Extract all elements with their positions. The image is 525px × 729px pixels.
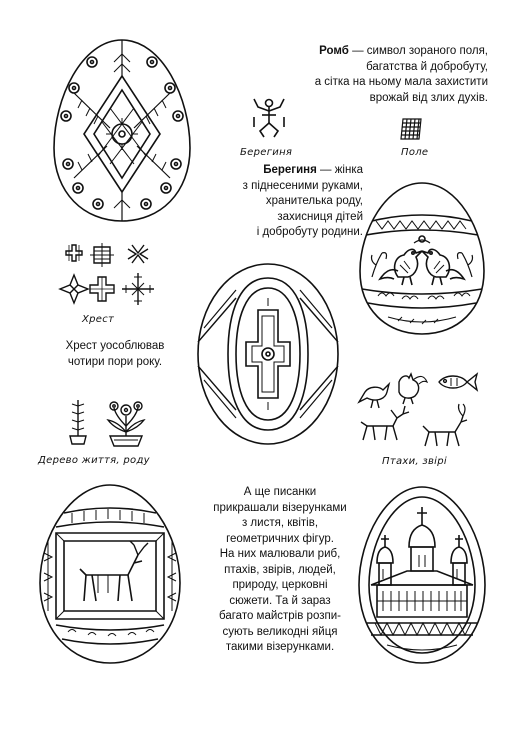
romb-title: Ромб — [319, 45, 349, 57]
cross-egg-illustration — [196, 262, 340, 447]
birds-egg-illustration — [358, 181, 486, 336]
berehynia-text-line: хранителька роду, — [265, 195, 363, 207]
derevo-caption: Дерево життя, роду — [38, 455, 150, 466]
paragraph-line: з листя, квітів, — [241, 517, 319, 529]
berehynia-text-line: захисниця дітей — [277, 210, 363, 223]
church-egg-illustration — [357, 485, 487, 665]
khrest-caption: Хрест — [82, 314, 115, 325]
paragraph-line: А ще писанки — [243, 486, 317, 498]
berehynia-title: Берегиня — [263, 164, 317, 176]
paragraph-line: природу, церковні — [232, 579, 328, 591]
paragraph-line: птахів, звірів, людей, — [224, 563, 336, 576]
pole-caption: Поле — [401, 147, 429, 158]
khrest-text — [40, 339, 190, 370]
paragraph-line: геометричних фігур. — [226, 532, 334, 545]
birds-animals-symbols — [357, 370, 481, 452]
pole-grid-symbol — [399, 117, 423, 141]
cross-symbols — [58, 243, 158, 313]
berehynia-text-line: і добробуту родини. — [256, 226, 363, 238]
rhombus-egg-illustration — [52, 38, 192, 223]
paragraph-line: прикрашали візерунками — [213, 501, 347, 514]
romb-text-line: врожай від злих духів. — [369, 91, 488, 104]
romb-text-line: багатства й добробуту, — [366, 60, 488, 73]
paragraph-line: сюжети. Та й зараз — [229, 594, 331, 607]
paragraph-line: сують великодні яйця — [222, 625, 338, 638]
deer-egg-illustration — [38, 483, 182, 665]
tree-of-life-symbols — [64, 398, 168, 452]
paragraph-line: багато майстрів розпи- — [219, 610, 341, 622]
romb-text-line: а сітка на ньому мала захистити — [314, 76, 488, 88]
khrest-text-line: Хрест уособлював — [65, 340, 165, 352]
khrest-text-line: чотири пори року. — [67, 355, 163, 368]
berehynia-text-line: з піднесеними руками, — [242, 179, 363, 192]
berehynia-text-line: — жінка — [316, 164, 363, 176]
paragraph-line: На них малювали риб, — [219, 548, 341, 560]
berehynia-text — [205, 163, 363, 241]
paragraph-line: такими візерунками. — [225, 641, 335, 653]
ptakhy-caption: Птахи, звірі — [382, 456, 447, 467]
berehynia-caption: Берегиня — [240, 147, 293, 158]
berehynia-symbol — [250, 97, 288, 139]
romb-text — [268, 44, 488, 106]
romb-text-line: — символ зораного поля, — [348, 45, 488, 57]
pysanky-paragraph — [200, 485, 360, 656]
